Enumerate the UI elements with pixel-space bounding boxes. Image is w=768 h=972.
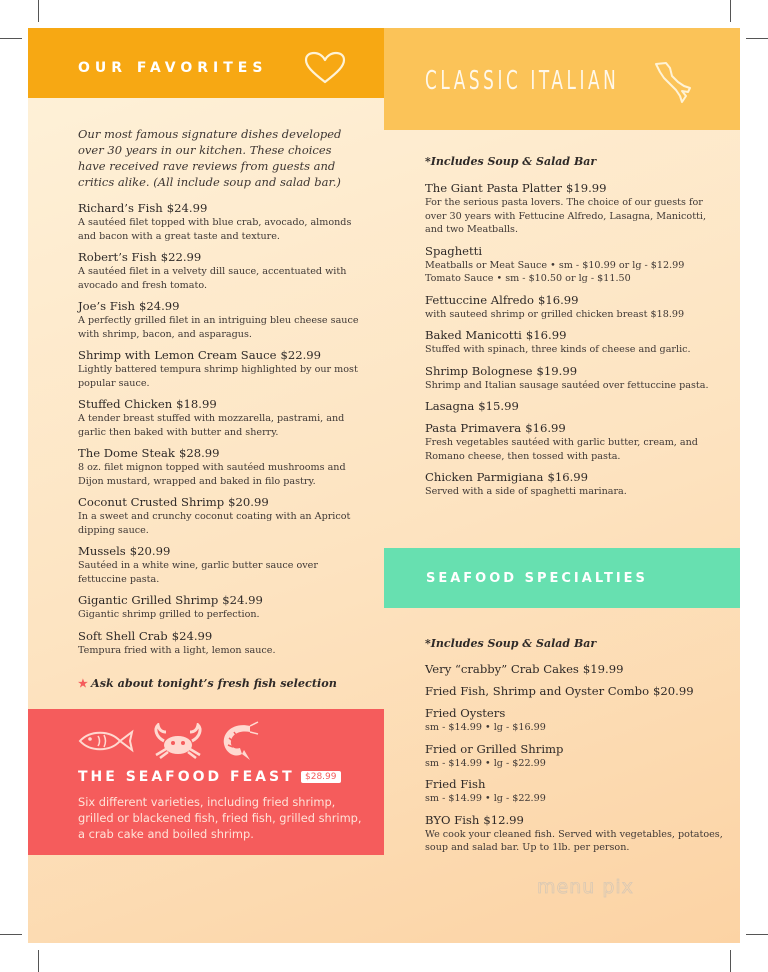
menu-item-name: Pasta Primavera [425,421,522,435]
menu-item [78,397,368,439]
menu-item-name-line [425,364,725,379]
menu-item [78,629,368,658]
menu-item-description: Fresh vegetables sautéed with garlic butter, cream, and Romano cheese, then tossed with pasta. [425,437,698,462]
menu-item-name: Fried or Grilled Shrimp [425,741,564,756]
crop-mark [0,934,22,935]
menu-item-name-line [425,328,725,343]
menu-item-name: Fried Oysters [425,706,506,720]
heart-icon [304,51,346,85]
menu-item [78,348,368,390]
menu-item-name-line [78,201,368,216]
menu-item-name: Fried Fish, Shrimp and Oyster Combo [425,684,650,698]
menu-item-price: $24.99 [166,201,208,215]
menu-item-name-line [425,813,725,828]
menu-item [78,544,368,586]
menu-item-name: Stuffed Chicken [78,397,173,411]
menu-item-name-line [78,250,368,265]
menu-item [425,777,725,806]
menu-item-description: A perfectly grilled filet in an intriguing bleu cheese sauce with shrimp, bacon, and asparagus. [78,315,359,340]
menu-item-description: A sautéed filet topped with blue crab, avocado, almonds and bacon with a great taste and texture. [78,217,352,242]
menu-item-description: 8 oz. filet mignon topped with sautéed mushrooms and Dijon mustard, wrapped and baked in filo pastry. [78,462,346,487]
menu-item-name: Fettuccine Alfredo [425,292,534,307]
menu-item-name: Joe’s Fish [78,299,135,313]
menu-item-name: The Giant Pasta Platter [425,181,562,195]
menu-item [425,244,725,286]
menu-item-name-line [425,293,725,308]
menu-item-name-line [425,706,725,721]
menu-item-description: Stuffed with spinach, three kinds of cheese and garlic. [425,344,691,355]
menu-item-name-line [78,348,368,363]
menu-item-description: A sautéed filet in a velvety dill sauce, accentuated with avocado and fresh tomato. [78,266,347,291]
menu-item [425,813,725,855]
star-icon: ★ [78,676,89,690]
menu-item-name-line [425,181,725,196]
menu-item-description: Gigantic shrimp grilled to perfection. [78,609,260,620]
menu-item [425,684,725,699]
menu-item-price: $18.99 [176,397,217,411]
crop-mark [38,0,39,22]
crop-mark [746,38,768,39]
menu-item-description: sm - $14.99 • lg - $16.99 [425,722,546,733]
menu-item [425,328,725,357]
menu-item-name: The Dome Steak [78,446,175,460]
crop-mark [0,38,22,39]
menu-item-name-line [78,495,368,510]
menu-item-name: BYO Fish [425,812,480,827]
menu-item-description: A tender breast stuffed with mozzarella, pastrami, and garlic then baked with butter and sherry. [78,413,345,438]
menu-item-name-line [78,397,368,412]
menu-item-name: Richard’s Fish [78,201,163,215]
menu-item-price: $16.99 [537,292,579,307]
fresh-fish-note [78,676,337,690]
menu-item-description: Lightly battered tempura shrimp highlighted by our most popular sauce. [78,364,358,389]
menu-item [425,706,725,735]
menu-item [425,181,725,237]
menu-item-price: $16.99 [525,421,566,435]
favorites-title: OUR FAVORITES [78,60,268,76]
fresh-fish-note-text: Ask about tonight’s fresh fish selection [91,676,337,690]
menu-item-price: $19.99 [565,181,607,195]
menu-item-name-line [425,742,725,757]
menu-item-name: Baked Manicotti [425,328,522,342]
menu-item-price: $24.99 [222,593,263,607]
crab-icon [150,723,206,759]
crop-mark [38,950,39,972]
menu-item-description: In a sweet and crunchy coconut coating with an Apricot dipping sauce. [78,511,351,536]
seafood-feast-title: THE SEAFOOD FEAST [78,769,295,785]
menu-item-name: Chicken Parmigiana [425,470,544,484]
seafood-includes-note: *Includes Soup & Salad Bar [425,637,597,650]
menu-item-name-line [425,662,725,677]
menu-item-name: Fried Fish [425,777,486,791]
menu-item-price: $24.99 [138,299,180,313]
menu-item [78,250,368,292]
menu-item-price: $16.99 [547,470,589,484]
menu-item-name: Very “crabby” Crab Cakes [425,662,579,676]
menu-item [425,742,725,771]
menu-item [78,446,368,488]
menu-item-description: sm - $14.99 • lg - $22.99 [425,793,546,804]
italy-boot-icon [652,60,694,106]
menu-item-name: Coconut Crusted Shrimp [78,495,225,509]
menu-item-name: Shrimp Bolognese [425,363,533,378]
favorites-list [78,201,368,664]
menu-item [78,201,368,243]
menu-item-name-line [425,244,725,259]
menu-item-name-line [78,544,368,559]
crop-mark [730,0,731,22]
menu-item-price: $19.99 [582,662,624,676]
menu-item-name: Shrimp with Lemon Cream Sauce [78,348,277,362]
menu-item-description: Tempura fried with a light, lemon sauce. [78,644,276,656]
menu-item-name-line [425,421,725,436]
menu-item-price: $20.99 [653,684,694,698]
menu-item-name-line [78,299,368,314]
menu-item-description: Sautéed in a white wine, garlic butter sauce over fettuccine pasta. [78,560,318,585]
menu-item-name-line [78,629,368,644]
menu-item-price: $15.99 [478,399,519,413]
menu-item-name: Gigantic Grilled Shrimp [78,593,219,607]
menu-item-name-line [78,446,368,461]
menu-item-name-line [78,593,368,608]
seafood-specialties-title: SEAFOOD SPECIALTIES [426,571,648,586]
menu-item-name: Spaghetti [425,243,483,258]
seafood-specialties-list [425,662,725,862]
menu-item-description: sm - $14.99 • lg - $22.99 [425,757,546,769]
watermark: menu pix [537,876,634,898]
menu-item [425,470,725,499]
menu-item-description: We cook your cleaned fish. Served with vegetables, potatoes, soup and salad bar. Up to 1lb. per person. [425,828,723,853]
menu-item-description: with sauteed shrimp or grilled chicken breast $18.99 [425,308,685,320]
menu-item-name: Lasagna [425,399,475,413]
crop-mark [746,934,768,935]
classic-includes-note: *Includes Soup & Salad Bar [425,155,597,168]
menu-item-name: Mussels [78,544,126,558]
menu-item [78,495,368,537]
menu-item-price: $22.99 [280,348,322,362]
menu-item [78,593,368,622]
seafood-feast-price: $28.99 [301,771,341,783]
menu-item-price: $12.99 [483,812,524,827]
menu-item-price: $20.99 [228,495,269,509]
menu-item-description: Shrimp and Italian sausage sautéed over fettuccine pasta. [425,379,709,391]
fish-icon [76,728,136,754]
menu-item [425,293,725,322]
menu-item-description: Meatballs or Meat Sauce • sm - $10.99 or lg - $12.99 Tomato Sauce • sm - $10.50 or lg - $11.50 [425,259,685,284]
menu-item [78,299,368,341]
menu-item-name-line [425,684,725,699]
classic-italian-title: CLASSIC ITALIAN [425,66,620,96]
menu-item-price: $19.99 [536,363,578,378]
shrimp-icon [216,720,260,762]
menu-item [425,662,725,677]
menu-item-name-line [425,470,725,485]
menu-item-price: $16.99 [525,328,567,342]
seafood-feast-description: Six different varieties, including fried shrimp, grilled or blackened fish, fried fish, grilled shrimp, a crab cake and boiled shrimp. [78,795,362,841]
menu-item-description: For the serious pasta lovers. The choice of our guests for over 30 years with Fettucine Alfredo, Lasagna, Manicotti, and two Meatballs. [425,197,707,235]
menu-item-price: $28.99 [178,446,220,460]
menu-item [425,421,725,463]
menu-item-name: Robert’s Fish [78,250,157,264]
menu-item-price: $24.99 [171,628,213,643]
menu-item-name-line [425,777,725,792]
menu-item [425,364,725,393]
menu-item-name-line [425,399,725,414]
favorites-intro: Our most famous signature dishes developed over 30 years in our kitchen. These choices have received rave reviews from guests and critics alike. (All include soup and salad bar.) [78,127,342,189]
menu-item-description: Served with a side of spaghetti marinara. [425,486,627,497]
classic-italian-list [425,181,725,506]
menu-item-price: $22.99 [160,250,202,264]
menu-item-name: Soft Shell Crab [78,628,168,643]
crop-mark [730,950,731,972]
menu-item [425,399,725,414]
menu-item-price: $20.99 [129,544,171,558]
